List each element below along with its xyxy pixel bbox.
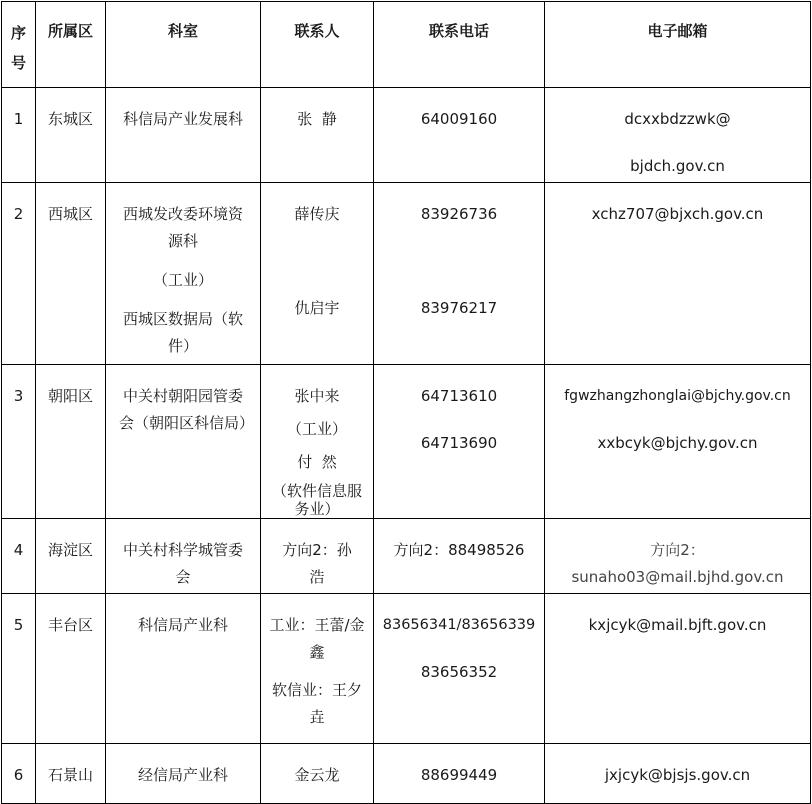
- header-dept: 科室: [106, 2, 261, 88]
- row-dept: 科信局产业发展科: [106, 88, 261, 183]
- row-dept: 西城发改委环境资源科 （工业） 西城区数据局（软件）: [106, 183, 261, 365]
- row-email: xchz707@bjxch.gov.cn: [545, 183, 811, 365]
- row-dept: 中关村朝阳园管委会（朝阳区科信局）: [106, 365, 261, 519]
- row-contact: 方向2：孙浩: [261, 519, 374, 594]
- row-district: 西城区: [36, 183, 106, 365]
- row-dept: 中关村科学城管委会: [106, 519, 261, 594]
- table-row: [2, 88, 811, 183]
- row-district: 朝阳区: [36, 365, 106, 519]
- row-contact: 工业：王蕾/金鑫 软信业：王夕垚: [261, 594, 374, 744]
- row-dept: 科信局产业科: [106, 594, 261, 744]
- row-district: 丰台区: [36, 594, 106, 744]
- table-row: [2, 519, 811, 594]
- row-phone: 64713610 64713690: [374, 365, 545, 519]
- header-contact: 联系人: [261, 2, 374, 88]
- contact-table: [1, 1, 811, 804]
- row-phone: 方向2：88498526: [374, 519, 545, 594]
- row-contact: 张 静: [261, 88, 374, 183]
- row-phone: 64009160: [374, 88, 545, 183]
- row-phone: 88699449: [374, 744, 545, 804]
- row-no: 4: [2, 519, 36, 594]
- row-contact: 金云龙: [261, 744, 374, 804]
- row-email: 方向2： sunaho03@mail.bjhd.gov.cn: [545, 519, 811, 594]
- row-no: 1: [2, 88, 36, 183]
- row-contact: 薛传庆 仇启宇: [261, 183, 374, 365]
- row-contact: 张中来 （工业） 付 然 （软件信息服务业）: [261, 365, 374, 519]
- row-district: 海淀区: [36, 519, 106, 594]
- header-phone: 联系电话: [374, 2, 545, 88]
- row-email: fgwzhangzhonglai@bjchy.gov.cn xxbcyk@bjchy.gov.cn: [545, 365, 811, 519]
- table-row: [2, 744, 811, 804]
- header-email: 电子邮箱: [545, 2, 811, 88]
- row-no: 5: [2, 594, 36, 744]
- row-email: dcxxbdzzwk@ bjdch.gov.cn: [545, 88, 811, 183]
- row-phone: 83926736 83976217: [374, 183, 545, 365]
- row-no: 2: [2, 183, 36, 365]
- row-no: 6: [2, 744, 36, 804]
- table-row: [2, 594, 811, 744]
- row-no: 3: [2, 365, 36, 519]
- table-row: [2, 183, 811, 365]
- row-district: 东城区: [36, 88, 106, 183]
- row-dept: 经信局产业科: [106, 744, 261, 804]
- header-district: 所属区: [36, 2, 106, 88]
- row-phone: 83656341/83656339 83656352: [374, 594, 545, 744]
- row-district: 石景山: [36, 744, 106, 804]
- row-email: jxjcyk@bjsjs.gov.cn: [545, 744, 811, 804]
- row-email: kxjcyk@mail.bjft.gov.cn: [545, 594, 811, 744]
- header-row: [2, 2, 811, 88]
- header-no: 序号: [2, 2, 36, 88]
- table-row: [2, 365, 811, 519]
